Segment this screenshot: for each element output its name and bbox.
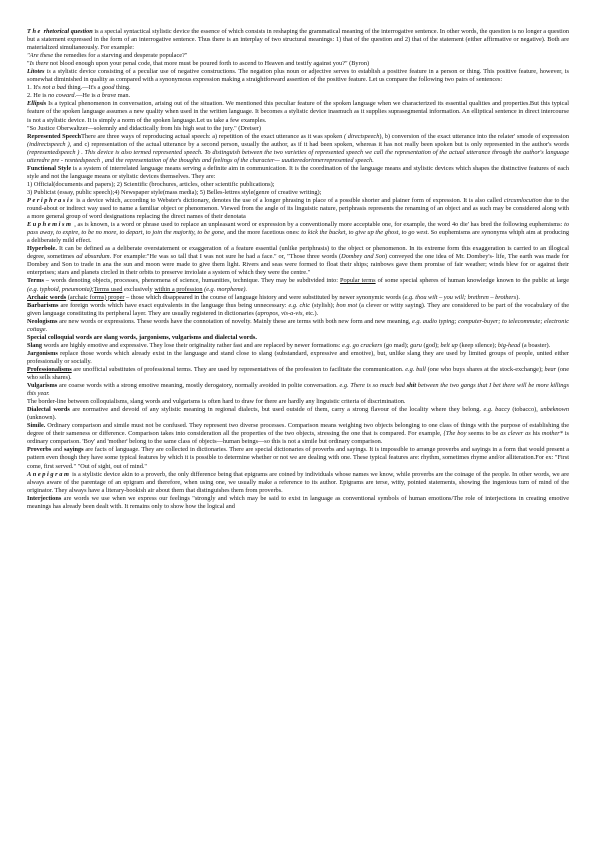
- paragraph: Barbarisms are foreign words which have exact equivalents in the language thus being unnecessary: e.g. chic (stylish); bon mot (a clever or witty saying). They are considered to be part of the vocabulary of the given language constituting its peripheral layer. They are usually registered in dictionaries (apropos, vis-a-vis, etc.).: [27, 301, 570, 317]
- paragraph: Functional Style is a system of interrelated language means serving a definite aim in communication. It is the coordination of the language means and stylistic devices which shapes the distinctive features of each style and not the language means or stylistic devices themselves. They are:: [27, 164, 570, 180]
- paragraph: Neologisms are new words or expressions. These words have the connotation of novelty. Mainly these are terms with both new form and new meaning, e.g. audio typing; computer-buyer; to telecommute; electronic cottage.: [27, 317, 569, 333]
- paragraph: Represented SpeechThere are three ways of reproducing actual speech: a) repetition of the exact utterance as it was spoken ( directspeech), b) conversion of the exact utterance into the relater' smode of expression (indirectspeech ), and c) representation of the actual utterance by a second person, usually the author, as if it had been spoken, whereas it has not really been spoken but is only represented in the author's words (representedspeech ) . This device is also termed represented speech. To distinguish between the two varieties of represented speech we call the representation of the actual utterance through the author's language utteredre pre - resntedspeech , and the representation of the thoughts and feelings of the character— uuutteredorinnerrepresented speech.: [27, 132, 569, 164]
- paragraph: "Is there not blood enough upon your penal code, that more must be poured forth to ascend to Heaven and testify against you?" (Byron): [27, 60, 370, 68]
- paragraph: Slang words are highly emotive and expressive. They lose their originality rather fast and are replaced by newer formations: e.g. go crackers (go mad); guru (god); belt up (keep silence); big-head (a boaster).: [27, 341, 551, 349]
- paragraph: Vulgarisms are coarse words with a strong emotive meaning, mostly derogatory, normally avoided in polite conversation. e.g. There is so much bad shit between the two gangs that I bet there will be more killings this year.: [27, 382, 569, 398]
- paragraph: Dialectal words are normative and devoid of any stylistic meaning in regional dialects, but used outside of them, carry a strong flavour of the locality where they belong. e.g. baccy (tobacco), unbeknown (unknown).: [27, 406, 570, 422]
- paragraph: Jargonisms replace those words which already exist in the language and stand close to slang (substandard, expressive and emotive), but, unlike slang they are used by limited groups of people, united either professionally or socially.: [27, 349, 569, 365]
- paragraph: Hyperbole. It can be defined as a deliberate overstatement or exaggeration of a feature essential (unlike periphrasis) to the object or phenomenon. In its extreme form this exaggeration is carried to an illogical degree, sometimes ad absurdum. For example:"He was so tall that I was not sure he had a face." or, "Those three words (Dombey and Son) conveyed the one idea of Mr. Dombey's- life, The earth was made for Dombey and Son to trade in ana the sun and moon were made to give them light. Rivers and seas were formed to float their ships; rainbows gave them promise of fair weather; winds blew for or against their enterprises; stars and planets circled in their orbits to preserve inviolate a system of which they were the centre.": [27, 245, 569, 277]
- paragraph: Special colloquial words are slang words, jargonisms, vulgarisms and dialectal words.: [27, 333, 257, 341]
- paragraph: Anepigram is a stylistic device akin to a proverb, the only difference being that epigrams are coined by individuals whose names we know, while proverbs are the coinage of the people. In other words, we are always aware of the parentage of an epigram and therefore, when using one, we usually make a reference to its author. Epigrams are terse, witty, pointed statements, showing the ingenious turn of mind of the originator. They always have a literary-bookish air about them that distinguishes them from proverbs.: [27, 470, 569, 494]
- paragraph: The rhetorical question is a special syntactical stylistic device the essence of which consists in reshaping the grammatical meaning of the interrogative sentence. In other words, the question is no longer a question but a statement expressed in the form of an interrogative sentence. Thus there is an interplay of two structural meanings: 1) that of the question and 2) that of the statement (either affirmative or negative). Both are materialized simultaneously. For example:: [27, 28, 569, 52]
- paragraph: Ellipsis Is a typical phenomenon in conversation, arising out of the situation. We mentioned this peculiar feature of the spoken language when we characterized its essential qualities and properties.But this typical feature of the spoken language assumes a new quality when used in the written language. It becomes a stylistic device inasmuch as it supplies suprasegmental information. An elliptical sentence in direct intercourse is not a stylistic device. It is simply a norm of the spoken language.Let us take a few examples.: [27, 100, 569, 124]
- paragraph: 2. He is no coward.—He is a brave man.: [27, 92, 131, 100]
- paragraph: 1) Official(documents and papers); 2) Scientific (brochures, articles, other scientific publications);: [27, 180, 275, 188]
- paragraph: Simile. Ordinary comparison and simile must not be confused. They represent two diverse processes. Comparison means weighing two objects belonging to one class of things with the purpose of establishing the degree of their sameness or difference. Comparison takes into consideration all the properties of the two objects, stressing the one that is compared. For example, {The boy seems to be as clever as his mother* is ordinary comparison. 'Boy' and 'mother' belong to the same class of objects—human beings—so this is not a simile but ordinary comparison.: [27, 422, 570, 446]
- paragraph: Archaic words (archaic forms) proper – those which disappeared in the course of language history and were substituted by newer synonymic words (e.g. thou wilt – you will; brethren – brothers).: [27, 293, 520, 301]
- paragraph: Interjections are words we use when we express our feelings "strongly and which may be said to exist in language as conventional symbols of human emotions/The role of interjections in creating emotive meanings has already been dealt with. It remains only to show how the logical and: [27, 494, 569, 510]
- paragraph: 1. It's not a bad thing.—It's a good thing.: [27, 84, 131, 92]
- paragraph: "Are these the remedies for a starving and desperate populace?": [27, 52, 188, 60]
- paragraph: 3) Publicist (essay, public speech);4) Newspaper style(mass media); 5) Belles-lettres style(genre of creative writing);: [27, 188, 322, 196]
- paragraph: Terms – words denoting objects, processes, phenomena of science, humanities, technique. They may be subdivided into: Popular terms of some special spheres of human knowledge known to the public at large (e.g. typhoid, pneumonia);Terms used exclusively within a profession (e.g. morpheme).: [27, 277, 570, 293]
- paragraph: Litotes is a stylistic device consisting of a peculiar use of negative constructions. The negation plus noun or adjective serves to establish a positive feature in a person or thing. This positive feature, however, is somewhat diminished in quality as compared with a synonymous expression making a straightforward assertion of the positive feature. Let us compare the following two pairs of sentences:: [27, 68, 570, 84]
- paragraph: Euphemism , as is known, is a word or phrase used to replace an unpleasant word or expression by a conventionally more acceptable one, for example, the word 4o die' has bred the following euphemisms: to pass away, to expire, to be no more, to depart, to join the majority, to be gone, and the more facetious ones: to kick the bucket, to give up the ghost, to go west. So euphemisms are synonyms whiph aim at producing a deliberately mild effect.: [27, 221, 570, 245]
- paragraph: "So Justice Oberwaltzer—solemnly and didactically from his high seat to the jury." (Dreiser): [27, 124, 261, 132]
- paragraph: Periphrasis is a device which, according to Webster's dictionary, denotes the use of a longer phrasing in place of a possible shorter and plainer form of expression. It is also called circumlocution due to the round-about or indirect way used to name a familiar object or phenomenon. Viewed from the angle of its linguistic nature, periphrasis represents the renaming of an object and as such may be considered along with a more general group of word designations replacing the direct names of their denotata: [27, 196, 569, 221]
- paragraph: The border-line between colloquialisms, slang words and vulgarisms is often hard to draw for there are hardly any linguistic criteria of discrimination.: [27, 398, 406, 406]
- paragraph: Professionalisms are unofficial substitutes of professional terms. They are used by representatives of the profession to facilitate the communication. e.g. bull (one who buys shares at the stock-exchange); bear (one who sells shares).: [27, 365, 570, 382]
- paragraph: Proverbs and sayings are facts of language. They are collected in dictionaries. There are special dictionaries of proverbs and sayings. It is impossible to arrange proverbs and sayings in a form that would present a pattern even though they have some typical features by which it is possible to determine whether or not we are dealing with one. These typical features are: rhythm, sometimes rhyme and/or alliteration.For ex: "First come, first served." "Out of sight, out of mind.": [27, 446, 569, 470]
